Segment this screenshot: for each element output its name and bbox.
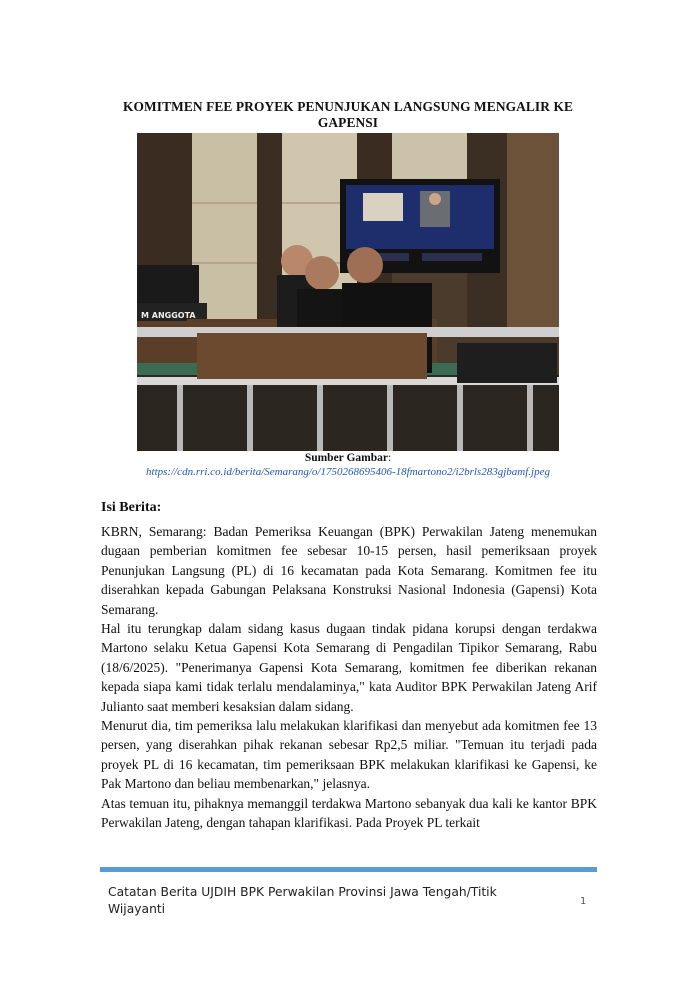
footer-divider: [100, 867, 597, 872]
document-title: KOMITMEN FEE PROYEK PENUNJUKAN LANGSUNG MENGALIR KE GAPENSI: [123, 99, 573, 130]
news-photo: [137, 133, 559, 451]
image-source-link[interactable]: https://cdn.rri.co.id/berita/Semarang/o/1750268695406-18fmartono2/i2brls283gjbamf.jpeg: [146, 466, 550, 478]
article-body: [101, 522, 597, 833]
section-heading: Isi Berita:: [101, 500, 162, 515]
image-source-colon: :: [387, 452, 392, 464]
page-number: 1: [580, 896, 587, 907]
footer-text: Catatan Berita UJDIH BPK Perwakilan Provinsi Jawa Tengah/Titik Wijayanti: [108, 885, 497, 916]
image-source-label: Sumber Gambar: [304, 452, 388, 464]
bench-sign-text: M ANGGOTA: [141, 311, 196, 320]
article-paragraph: Menurut dia, tim pemeriksa lalu melakukan klarifikasi dan menyebut ada komitmen fee 13 persen, yang diserahkan pihak rekanan sebesar Rp2,5 miliar. "Temuan itu terjadi pada proyek PL di 16 kecamatan, tim pemeriksaan BPK melakukan klarifikasi ke Gapensi, ke Pak Martono dan beliau membenarkan," jelasnya.: [101, 718, 597, 792]
article-paragraph: KBRN, Semarang: Badan Pemeriksa Keuangan (BPK) Perwakilan Jateng menemukan dugaan pemberian komitmen fee sebesar 10-15 persen, hasil pemeriksaan proyek Penunjukan Langsung (PL) di 16 kecamatan pada Kota Semarang. Komitmen fee itu diserahkan kepada Gabungan Pelaksana Konstruksi Nasional Indonesia (Gapensi) Kota Semarang.: [101, 524, 597, 617]
article-paragraph: Hal itu terungkap dalam sidang kasus dugaan tindak pidana korupsi dengan terdakwa Martono selaku Ketua Gapensi Kota Semarang di Pengadilan Tipikor Semarang, Rabu (18/6/2025). "Penerimanya Gapensi Kota Semarang, komitmen fee diberikan rekanan kepada siapa kami tidak terlalu mendalaminya," kata Auditor BPK Perwakilan Jateng Arif Julianto saat memberi kesaksian dalam sidang.: [101, 621, 597, 714]
image-source: [100, 451, 596, 479]
article-paragraph: Atas temuan itu, pihaknya memanggil terdakwa Martono sebanyak dua kali ke kantor BPK Perwakilan Jateng, dengan tahapan klarifikasi. Pada Proyek PL terkait: [101, 795, 597, 831]
